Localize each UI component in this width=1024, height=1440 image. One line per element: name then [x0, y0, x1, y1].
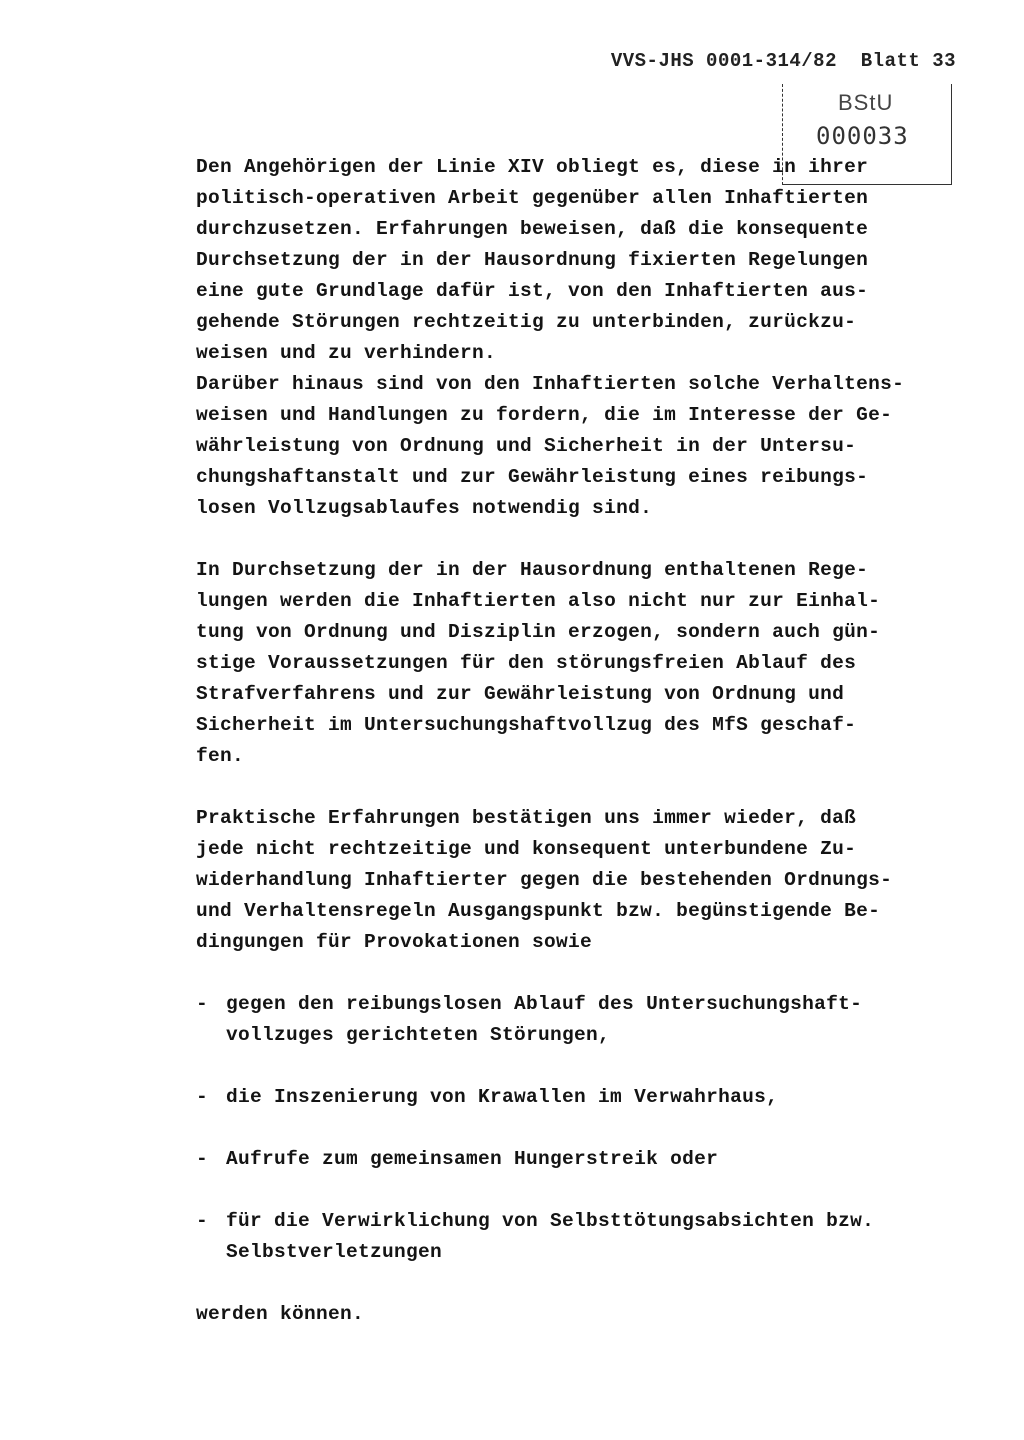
text-line: jede nicht rechtzeitige und konsequent unterbundene Zu- — [196, 838, 857, 860]
bullet-text: Aufrufe zum gemeinsamen Hungerstreik oder — [226, 1148, 719, 1170]
bullet-text: gegen den reibungslosen Ablauf des Untersuchungshaft- — [226, 993, 863, 1015]
text-line: Praktische Erfahrungen bestätigen uns immer wieder, daß — [196, 807, 857, 829]
paragraph-3 — [196, 803, 956, 958]
text-line: lungen werden die Inhaftierten also nicht nur zur Einhal- — [196, 590, 881, 612]
text-line: fen. — [196, 745, 245, 767]
text-line: Den Angehörigen der Linie XIV obliegt es, diese in ihrer — [196, 156, 869, 178]
text-line: weisen und Handlungen zu fordern, die im Interesse der Ge- — [196, 404, 893, 426]
bullet-item — [196, 1144, 956, 1175]
document-reference: VVS-JHS 0001-314/82 Blatt 33 — [610, 50, 956, 72]
text-line: dingungen für Provokationen sowie — [196, 931, 593, 953]
text-line: In Durchsetzung der in der Hausordnung enthaltenen Rege- — [196, 559, 869, 581]
text-line: stige Voraussetzungen für den störungsfreien Ablauf des — [196, 652, 857, 674]
text-line: währleistung von Ordnung und Sicherheit in der Untersu- — [196, 435, 857, 457]
closing-line: werden können. — [196, 1303, 365, 1325]
document-body — [196, 152, 956, 1330]
bullet-text: für die Verwirklichung von Selbsttötungsabsichten bzw. — [226, 1210, 875, 1232]
text-line: Strafverfahrens und zur Gewährleistung von Ordnung und — [196, 683, 845, 705]
paragraph-gap — [196, 772, 956, 803]
text-line: und Verhaltensregeln Ausgangspunkt bzw. begünstigende Be- — [196, 900, 881, 922]
text-line: politisch-operativen Arbeit gegenüber allen Inhaftierten — [196, 187, 869, 209]
text-line: widerhandlung Inhaftierter gegen die bestehenden Ordnungs- — [196, 869, 893, 891]
bullet-text: die Inszenierung von Krawallen im Verwahrhaus, — [226, 1086, 779, 1108]
paragraph-2 — [196, 555, 956, 772]
paragraph-1 — [196, 152, 956, 524]
paragraph-gap — [196, 1051, 956, 1082]
text-line: gehende Störungen rechtzeitig zu unterbinden, zurückzu- — [196, 311, 857, 333]
bullet-list — [196, 989, 956, 1268]
archive-stamp-number: 000033 — [816, 122, 909, 150]
text-line: Darüber hinaus sind von den Inhaftierten solche Verhaltens- — [196, 373, 905, 395]
paragraph-gap — [196, 1268, 956, 1299]
paragraph-gap — [196, 524, 956, 555]
paragraph-gap — [196, 958, 956, 989]
bullet-item — [196, 1082, 956, 1113]
text-line: durchzusetzen. Erfahrungen beweisen, daß die konsequente — [196, 218, 869, 240]
paragraph-gap — [196, 1175, 956, 1206]
text-line: weisen und zu verhindern. — [196, 342, 497, 364]
text-line: Sicherheit im Untersuchungshaftvollzug des MfS geschaf- — [196, 714, 857, 736]
bullet-text-continuation: Selbstverletzungen — [226, 1241, 443, 1263]
bullet-item — [196, 1206, 956, 1268]
text-line: Durchsetzung der in der Hausordnung fixierten Regelungen — [196, 249, 869, 271]
paragraph-gap — [196, 1113, 956, 1144]
bullet-item — [196, 989, 956, 1051]
bullet-dash: - — [196, 1086, 209, 1108]
archive-stamp-office: BStU — [838, 90, 894, 115]
bullet-dash: - — [196, 993, 209, 1015]
text-line: tung von Ordnung und Disziplin erzogen, sondern auch gün- — [196, 621, 881, 643]
bullet-dash: - — [196, 1148, 209, 1170]
bullet-text-continuation: vollzuges gerichteten Störungen, — [226, 1024, 611, 1046]
text-line: eine gute Grundlage dafür ist, von den Inhaftierten aus- — [196, 280, 869, 302]
text-line: losen Vollzugsablaufes notwendig sind. — [196, 497, 653, 519]
bullet-dash: - — [196, 1210, 209, 1232]
text-line: chungshaftanstalt und zur Gewährleistung eines reibungs- — [196, 466, 869, 488]
